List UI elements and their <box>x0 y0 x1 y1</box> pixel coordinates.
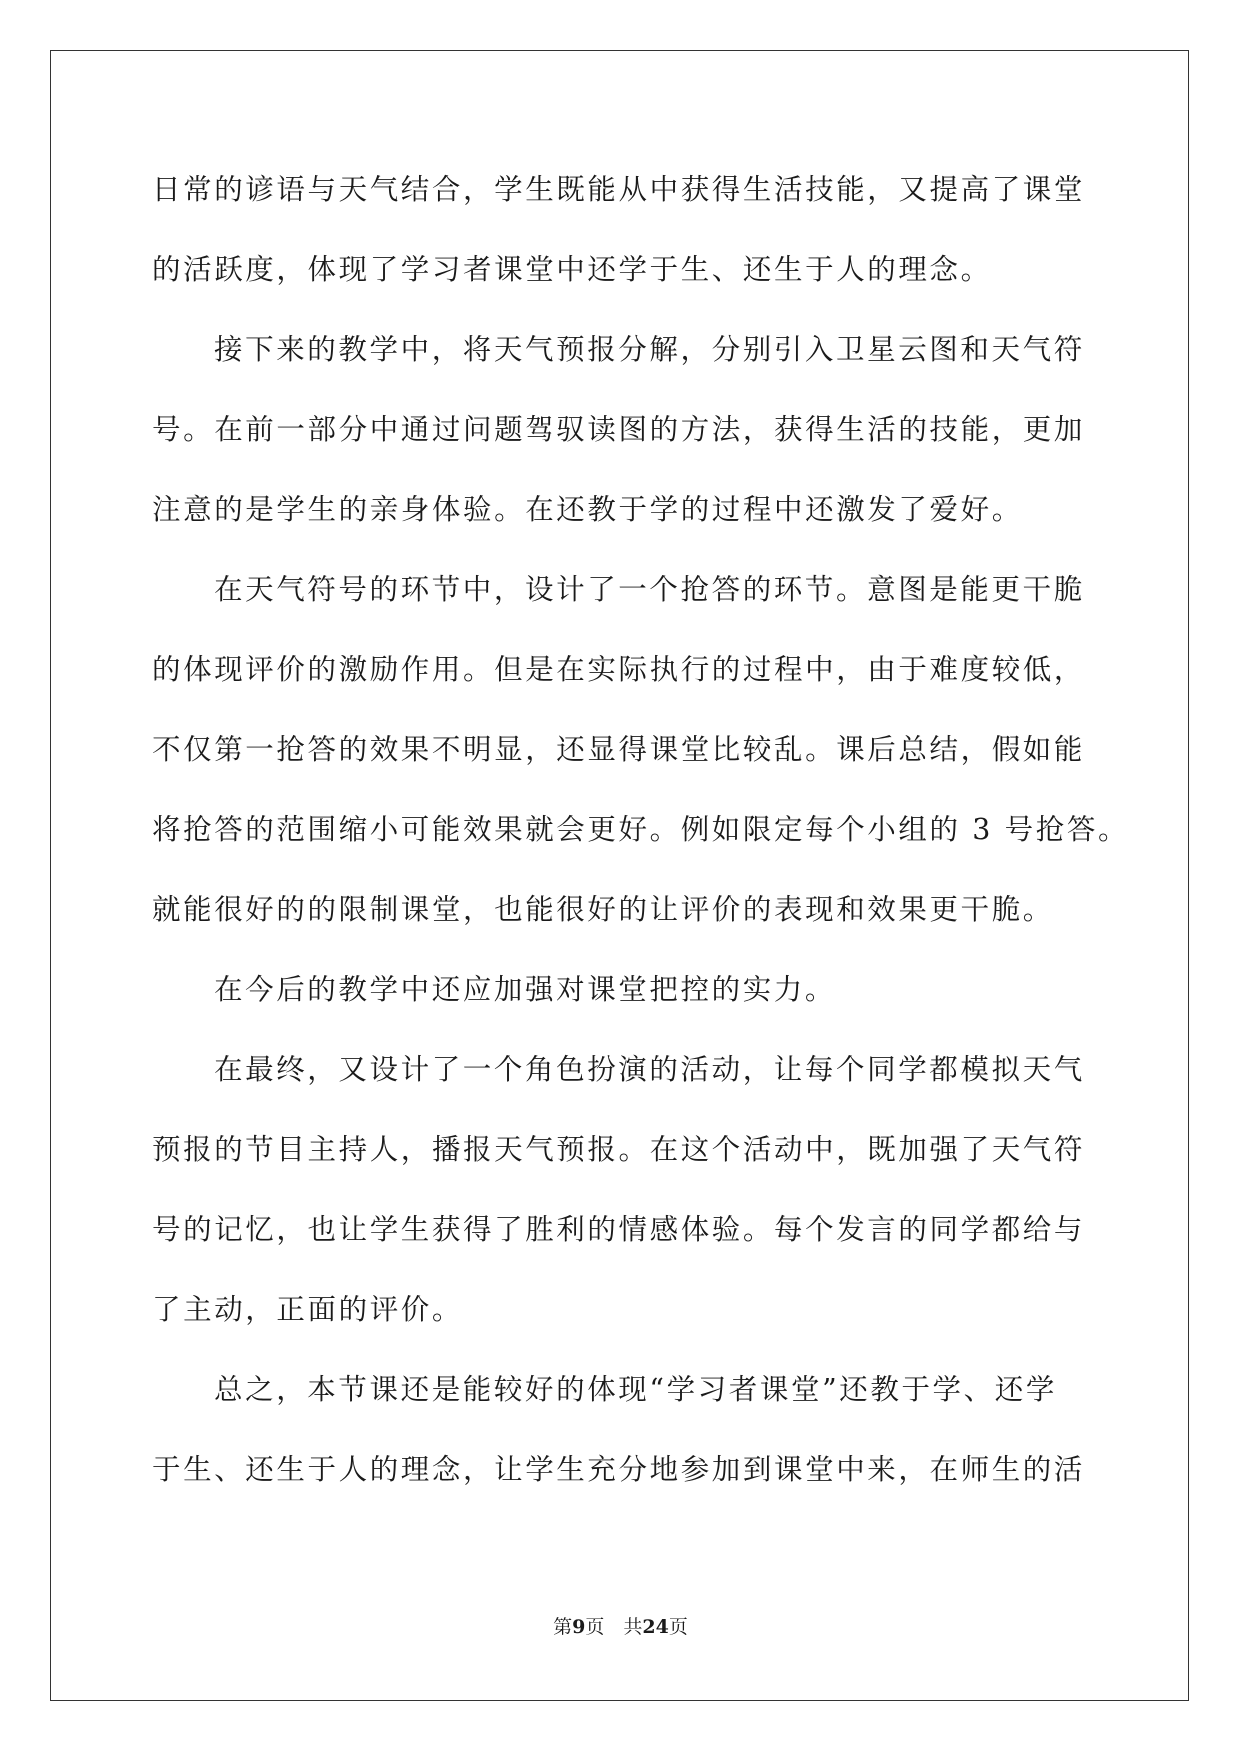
text-line: 不仅第一抢答的效果不明显，还显得课堂比较乱。课后总结，假如能 <box>152 733 1086 766</box>
text-line: 接下来的教学中，将天气预报分解，分别引入卫星云图和天气符 <box>214 333 1085 366</box>
text-line: 在最终，又设计了一个角色扮演的活动，让每个同学都模拟天气 <box>214 1053 1085 1086</box>
footer-total-pages: 24 <box>642 1616 669 1638</box>
text-line: 了主动，正面的评价。 <box>152 1293 464 1326</box>
text-line: 预报的节目主持人，播报天气预报。在这个活动中，既加强了天气符 <box>152 1133 1086 1166</box>
footer-prefix: 第 <box>553 1616 573 1638</box>
text-line: 将抢答的范围缩小可能效果就会更好。例如限定每个小组的 3 号抢答。 <box>152 813 1130 846</box>
text-line: 在今后的教学中还应加强对课堂把控的实力。 <box>214 973 837 1006</box>
footer-page-number: 9 <box>572 1616 586 1638</box>
text-line: 的活跃度，体现了学习者课堂中还学于生、还生于人的理念。 <box>152 253 992 286</box>
text-line: 注意的是学生的亲身体验。在还教于学的过程中还激发了爱好。 <box>152 493 1023 526</box>
text-line: 就能很好的的限制课堂，也能很好的让评价的表现和效果更干脆。 <box>152 893 1054 926</box>
text-line: 于生、还生于人的理念，让学生充分地参加到课堂中来，在师生的活 <box>152 1453 1086 1486</box>
footer-mid: 页 共 <box>585 1616 643 1638</box>
text-line: 日常的谚语与天气结合，学生既能从中获得生活技能，又提高了课堂 <box>152 173 1086 206</box>
text-line: 总之，本节课还是能较好的体现“学习者课堂”还教于学、还学 <box>214 1373 1057 1406</box>
text-line: 在天气符号的环节中，设计了一个抢答的环节。意图是能更干脆 <box>214 573 1085 606</box>
text-line: 号。在前一部分中通过问题驾驭读图的方法，获得生活的技能，更加 <box>152 413 1086 446</box>
page-footer <box>0 1612 1241 1639</box>
footer-suffix: 页 <box>668 1616 688 1638</box>
text-line: 的体现评价的激励作用。但是在实际执行的过程中，由于难度较低， <box>152 653 1086 686</box>
text-line: 号的记忆，也让学生获得了胜利的情感体验。每个发言的同学都给与 <box>152 1213 1086 1246</box>
